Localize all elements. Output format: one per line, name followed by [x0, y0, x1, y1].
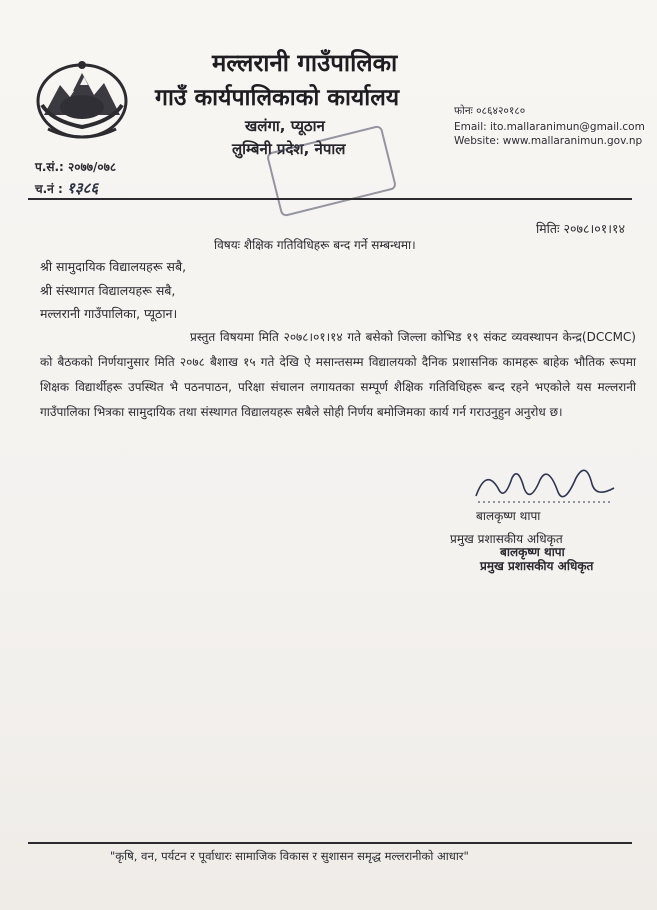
recipient-line: मल्लरानी गाउँपालिका, प्यूठान। — [40, 306, 178, 321]
recipient-line: श्री सामुदायिक विद्यालयहरू सबै, — [40, 259, 187, 274]
letter-body-text: प्रस्तुत विषयमा मिति २०७८।०१।१४ गते बसेको जिल्ला कोभिड १९ संकट व्यवस्थापन केन्द्र(DCCMC) को बैठकको निर्णयानुसार मिति २०७८ बैशाख १५ गते देखि ऐ मसान्तसम्म विद्यालयको दैनिक प्रशासनिक कामहरू बाहेक भौतिक रूपमा शिक्षक विद्यार्थीहरू उपस्थित भै पठनपाठन, परिक्षा संचालन लगायतका सम्पूर्ण शैक्षिक गतिविधिहरू बन्द रहने भएकोले यस मल्लरानी गाउँपालिका भित्रका सामुदायिक तथा संस्थागत विद्यालयहरू सबैले सोही निर्णय बमोजिमका कार्य गर्न गराउनुहुन अनुरोध छ। — [40, 330, 636, 419]
office-name: मल्लरानी गाउँपालिका — [212, 49, 398, 77]
website-address: Website: www.mallaranimun.gov.np — [454, 135, 643, 147]
footer-motto: "कृषि, वन, पर्यटन र पूर्वाधारः सामाजिक विकास र सुशासन समृद्ध मल्लरानीको आधार" — [110, 849, 469, 863]
office-title: गाउँ कार्यपालिकाको कार्यालय — [155, 85, 400, 111]
letter-body — [40, 325, 636, 425]
dispatch-number-row — [35, 178, 98, 198]
signatory-designation-stamp: प्रमुख प्रशासकीय अधिकृत — [480, 559, 594, 573]
signatory-designation: प्रमुख प्रशासकीय अधिकृत — [450, 532, 563, 546]
dispatch-number: १३८६ — [67, 179, 99, 197]
letter-date: मितिः २०७८।०१।१४ — [535, 221, 625, 236]
email-address: Email: ito.mallaranimun@gmail.com — [454, 121, 645, 133]
header-divider — [28, 198, 632, 200]
phone-number: फोनः ०८६४२०१८० — [454, 105, 526, 117]
recipient-line: श्री संस्थागत विद्यालयहरू सबै, — [40, 283, 176, 298]
reference-number: प.सं.: २०७७/०७८ — [35, 160, 117, 174]
office-location: खलंगा, प्यूठान — [245, 117, 325, 135]
signatory-name-stamp: बालकृष्ण थापा — [500, 545, 565, 559]
government-emblem-icon — [34, 55, 130, 141]
footer-divider — [28, 842, 632, 844]
dispatch-label: च.नं : — [35, 182, 63, 196]
office-province: लुम्बिनी प्रदेश, नेपाल — [232, 140, 346, 158]
signatory-name: बालकृष्ण थापा — [476, 509, 541, 523]
letter-subject: विषयः शैक्षिक गतिविधिहरू बन्द गर्ने सम्बन्धमा। — [214, 238, 416, 252]
